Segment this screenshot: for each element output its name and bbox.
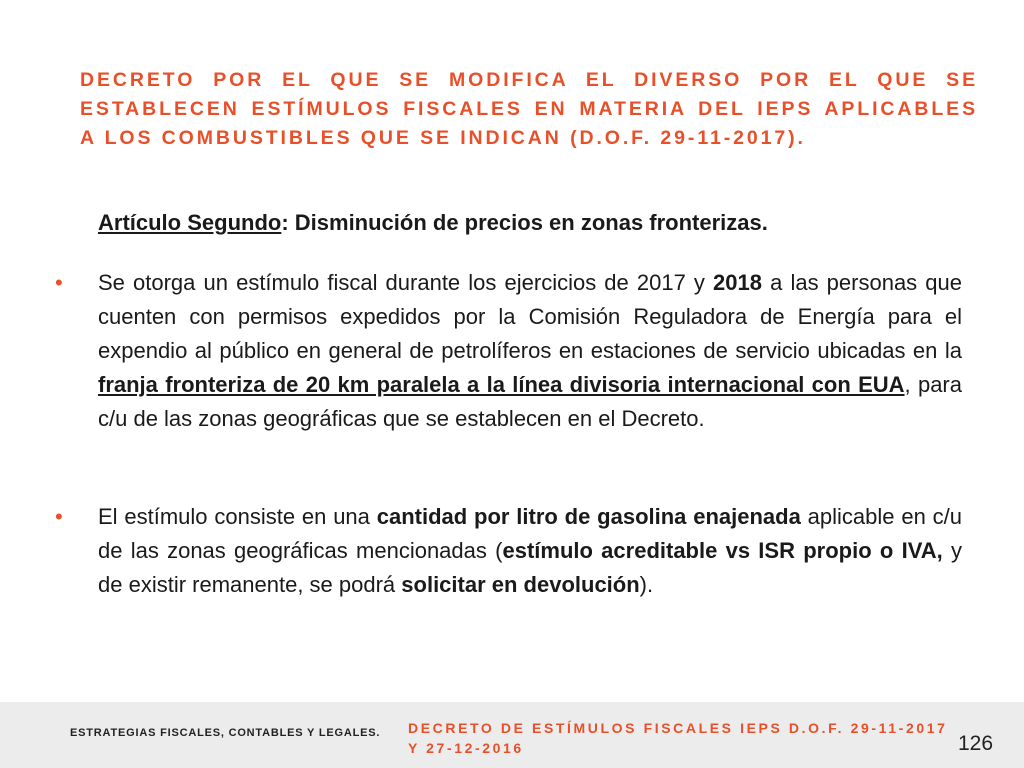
bullet-text-bold-underlined: franja fronteriza de 20 km paralela a la línea divisoria internacional con EUA: [98, 372, 905, 397]
bullet-item: [55, 266, 962, 436]
footer-company: ESTRATEGIAS FISCALES, CONTABLES Y LEGALES.: [70, 727, 381, 739]
page-number: 126: [958, 732, 994, 755]
article-heading: [98, 206, 968, 240]
footer-bar: [0, 702, 1024, 768]
bullet-item: [55, 500, 963, 602]
bullet-text: [98, 266, 962, 436]
bullet-icon: •: [55, 270, 63, 295]
bullet-text-bold: estímulo acreditable vs ISR propio o IVA,: [502, 538, 943, 563]
footer-decree-line-1: DECRETO DE ESTÍMULOS FISCALES IEPS D.O.F. 29-11-2017: [408, 720, 948, 736]
slide-title: DECRETO POR EL QUE SE MODIFICA EL DIVERSO POR EL QUE SE ESTABLECEN ESTÍMULOS FISCALES EN MATERIA DEL IEPS APLICABLES A LOS COMBUSTIBLES QUE SE INDICAN (D.O.F. 29-11-2017).: [80, 69, 978, 149]
footer-decree-line-2: Y 27-12-2016: [408, 740, 524, 756]
bullet-text-bold: 2018: [713, 270, 762, 295]
bullet-text-part: Se otorga un estímulo fiscal durante los ejercicios de 2017 y: [98, 270, 714, 295]
footer-decree-title: [408, 718, 948, 758]
bullet-text-part: ).: [639, 572, 654, 597]
bullet-text-part: a las personas que cuenten con permisos expedidos por la Comisión Reguladora de Energía para el expendio al público en general de petrolíferos en estaciones de servicio ubicadas en la: [98, 270, 962, 363]
bullet-text: [98, 500, 962, 602]
article-heading-rest: : Disminución de precios en zonas fronterizas.: [281, 210, 768, 235]
bullet-text-bold: cantidad por litro de gasolina enajenada: [376, 504, 801, 529]
bullet-text-part: aplicable en c/u de las zonas geográficas mencionadas (: [98, 504, 963, 563]
article-label: Artículo Segundo: [98, 210, 282, 235]
bullet-text-bold: solicitar en devolución: [401, 572, 640, 597]
bullet-icon: •: [55, 504, 63, 529]
bullet-text-part: , para c/u de las zonas geográficas que se establecen en el Decreto.: [98, 372, 962, 431]
bullet-text-part: y de existir remanente, se podrá: [98, 538, 962, 597]
bullet-text-part: El estímulo consiste en una: [98, 504, 377, 529]
